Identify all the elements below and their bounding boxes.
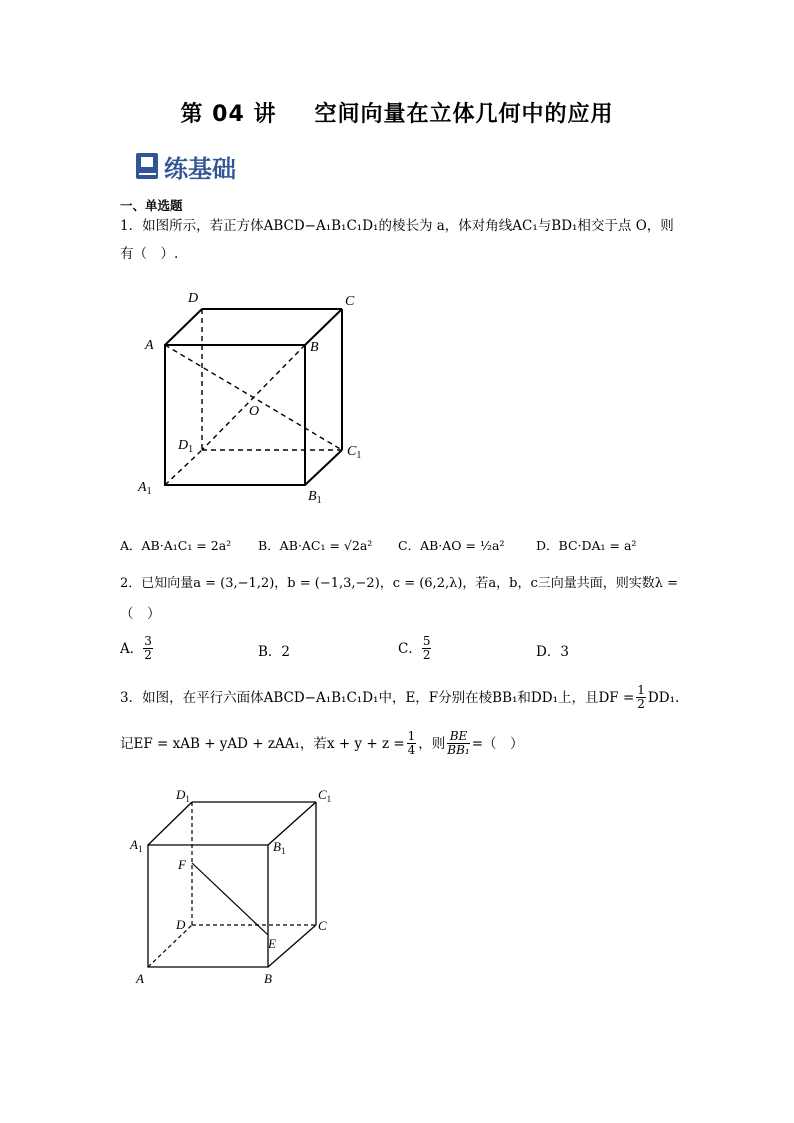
q1-option-c: C．AB·AO = ½a²	[398, 538, 505, 553]
label-A: A	[136, 971, 144, 986]
label-D: D	[176, 917, 186, 932]
q3-stem-line2: 记EF = xAB + yAD + zAA₁，若x + y + z = $\frac{1}{4}$ ，则 $\frac{BE}{\text{BB₁}}$ =（ ）	[120, 729, 524, 757]
q3-stem-line1: 3．如图，在平行六面体ABCD−A₁B₁C₁D₁中，E，F分别在棱BB₁和DD₁上，且DF = $\frac{1}{2}$ DD₁.	[120, 683, 680, 711]
label-B: B	[264, 971, 272, 986]
q2-stem-line2: （ ）	[120, 606, 161, 622]
q1-stem-line2: 有（ ）.	[120, 246, 179, 262]
q1-option-a: A．AB·A₁C₁ = 2a²	[120, 538, 232, 553]
q1-option-b: B．AB·AC₁ = √2a²	[258, 538, 373, 553]
label-A1: $A_1$	[130, 837, 143, 854]
page-title	[0, 97, 794, 128]
q3-parallelepiped-figure	[128, 785, 348, 994]
label-C1: $C_1$	[347, 444, 362, 461]
q2-stem-line1: 2．已知向量a = (3,−1,2)，b = (−1,3,−2)，c = (6,2,λ)，若a，b，c三向量共面，则实数λ =	[120, 576, 679, 591]
q2-option-a: A． $\frac{3}{2}$	[120, 634, 152, 662]
q2-option-c: C． $\frac{5}{2}$	[398, 634, 431, 662]
label-O: O	[249, 404, 260, 419]
question-type-heading: 一、单选题	[120, 198, 183, 213]
section-label: 练基础	[164, 154, 236, 183]
label-A1: $A_1$	[138, 480, 152, 497]
q2-option-b: B．2	[258, 644, 291, 660]
q1-option-d: D．BC·DA₁ = a²	[536, 538, 637, 553]
label-B1: $B_1$	[273, 839, 286, 856]
label-D1: $D_1$	[178, 438, 194, 455]
label-D1: $D_1$	[176, 787, 190, 804]
label-C: C	[345, 294, 355, 309]
q2-option-d: D．3	[536, 644, 569, 660]
label-B: B	[310, 340, 319, 355]
book-icon	[136, 153, 158, 179]
lecture-topic: 空间向量在立体几何中的应用	[314, 102, 614, 127]
lecture-number: 第 04 讲	[180, 102, 277, 127]
q1-stem-line1: 1．如图所示，若正方体ABCD−A₁B₁C₁D₁的棱长为 a，体对角线AC₁与BD₁相交于点 O，则	[120, 218, 674, 234]
label-F: F	[178, 857, 186, 872]
label-D: D	[188, 291, 199, 306]
label-C: C	[318, 918, 327, 933]
section-header	[136, 150, 236, 182]
label-E: E	[268, 936, 276, 951]
label-C1: $C_1$	[318, 787, 332, 804]
label-B1: $B_1$	[308, 489, 322, 506]
q1-cube-figure	[130, 285, 370, 514]
label-A: A	[145, 338, 154, 353]
